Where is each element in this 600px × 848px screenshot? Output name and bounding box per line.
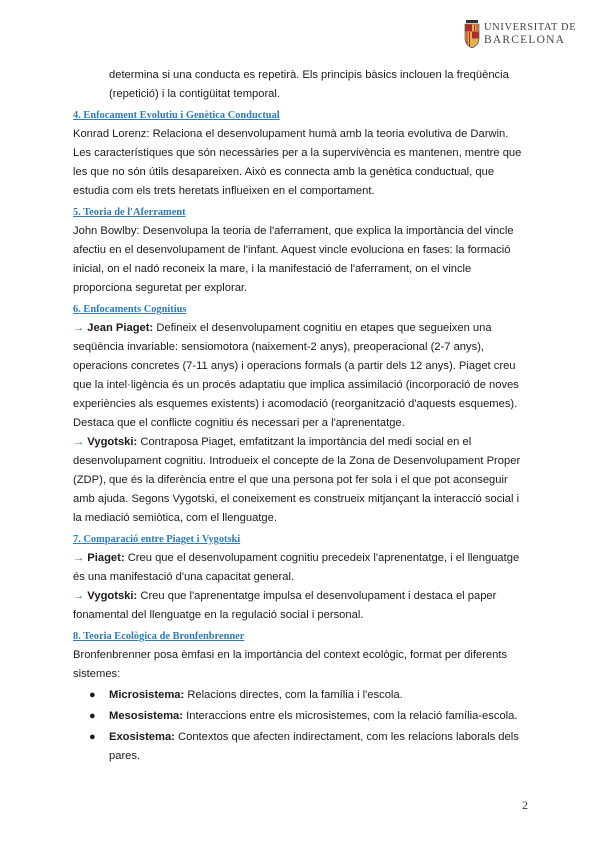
system-description: Interaccions entre els microsistemes, com la relació família-escola.	[186, 710, 518, 722]
list-item	[73, 686, 529, 705]
bullet-icon: ●	[89, 710, 96, 722]
section-6-vygotski-paragraph	[73, 433, 529, 528]
list-item	[73, 707, 529, 726]
university-logo	[464, 20, 576, 48]
bullet-icon: ●	[89, 731, 96, 743]
arrow-icon: →	[73, 436, 85, 448]
arrow-icon: →	[73, 552, 85, 564]
list-item	[73, 728, 529, 766]
section-4-text: Konrad Lorenz: Relaciona el desenvolupament humà amb la teoria evolutiva de Darwin. Les característiques que són necessàries per a la supervivència es mantenen, mentre que les que no són útils desapareixen. Això es connecta amb la genètica conductual, que estudia com els trets heretats influeixen en el comportament.	[73, 128, 522, 197]
system-term: Microsistema:	[109, 689, 185, 701]
section-7-piaget-paragraph	[73, 549, 529, 587]
section-7-heading: 7. Comparació entre Piaget i Vygotski	[73, 534, 241, 545]
page-number: 2	[522, 798, 528, 812]
system-description: Contextos que afecten indirectament, com les relacions laborals dels pares.	[109, 731, 519, 762]
logo-line-1: UNIVERSITAT DE	[484, 22, 577, 33]
section-8-heading: 8. Teoria Ecològica de Bronfenbrenner	[73, 631, 245, 642]
logo-line-2: BARCELONA	[484, 34, 566, 46]
arrow-icon: →	[73, 590, 85, 602]
document-body	[73, 66, 529, 768]
section-6-piaget-paragraph	[73, 319, 529, 433]
bullet-icon: ●	[89, 689, 96, 701]
vygotski-text: Creu que l'aprenentatge impulsa el desenvolupament i destaca el paper fonamental del llenguatge en la regulació social i personal.	[73, 590, 497, 621]
system-description: Relacions directes, com la família i l'escola.	[187, 689, 403, 701]
piaget-label: Piaget:	[87, 552, 125, 564]
vygotski-text: Contraposa Piaget, emfatitzant la importància del medi social en el desenvolupament cognitiu. Introdueix el concepte de la Zona de Desenvolupament Proper (ZDP), que és la diferència entre el que una persona pot fer sola i el que pot aconseguir amb ajuda. Segons Vygotski, el coneixement es construeix mitjançant la interacció social i la mediació semiòtica, com el llenguatge.	[73, 436, 521, 524]
piaget-text: Creu que el desenvolupament cognitiu precedeix l'aprenentatge, i el llenguatge és una manifestació d'una capacitat general.	[73, 552, 520, 583]
system-term: Mesosistema:	[109, 710, 183, 722]
intro-continuation: determina si una conducta es repetirà. Els principis bàsics inclouen la freqüència (repetició) i la contigüitat temporal.	[109, 69, 509, 100]
system-term: Exosistema:	[109, 731, 175, 743]
piaget-label: Jean Piaget:	[87, 322, 154, 334]
university-crest-icon	[464, 20, 480, 48]
section-8-intro: Bronfenbrenner posa èmfasi en la importància del context ecològic, format per diferents sistemes:	[73, 649, 508, 680]
arrow-icon: →	[73, 322, 85, 334]
section-5-heading: 5. Teoria de l'Aferrament	[73, 207, 186, 218]
section-6-heading: 6. Enfocaments Cognitius	[73, 304, 187, 315]
section-5-text: John Bowlby: Desenvolupa la teoria de l'aferrament, que explica la importància del vincle afectiu en el desenvolupament de l'infant. Aquest vincle evoluciona en fases: la formació inicial, on el nadó reconeix la mare, i la manifestació de l'aferrament, on el vincle proporciona seguretat per explorar.	[73, 225, 514, 294]
systems-list	[73, 686, 529, 766]
section-7-vygotski-paragraph	[73, 587, 529, 625]
vygotski-label: Vygotski:	[87, 436, 138, 448]
piaget-text: Defineix el desenvolupament cognitiu en etapes que segueixen una seqüència invariable: sensiomotora (naixement-2 anys), preoperacional (2-7 anys), operacions concretes (7-11 anys) i operacions formals (a partir dels 12 anys). Piaget creu que la intel·ligència és un procés adaptatiu que implica assimilació (incorporació de noves experiències als esquemes existents) i acomodació (reorganització d'aquests esquemes). Destaca que el conflicte cognitiu és necessari per a l'aprenentatge.	[73, 322, 519, 429]
vygotski-label: Vygotski:	[87, 590, 138, 602]
section-4-heading: 4. Enfocament Evolutiu i Genètica Conductual	[73, 110, 280, 121]
